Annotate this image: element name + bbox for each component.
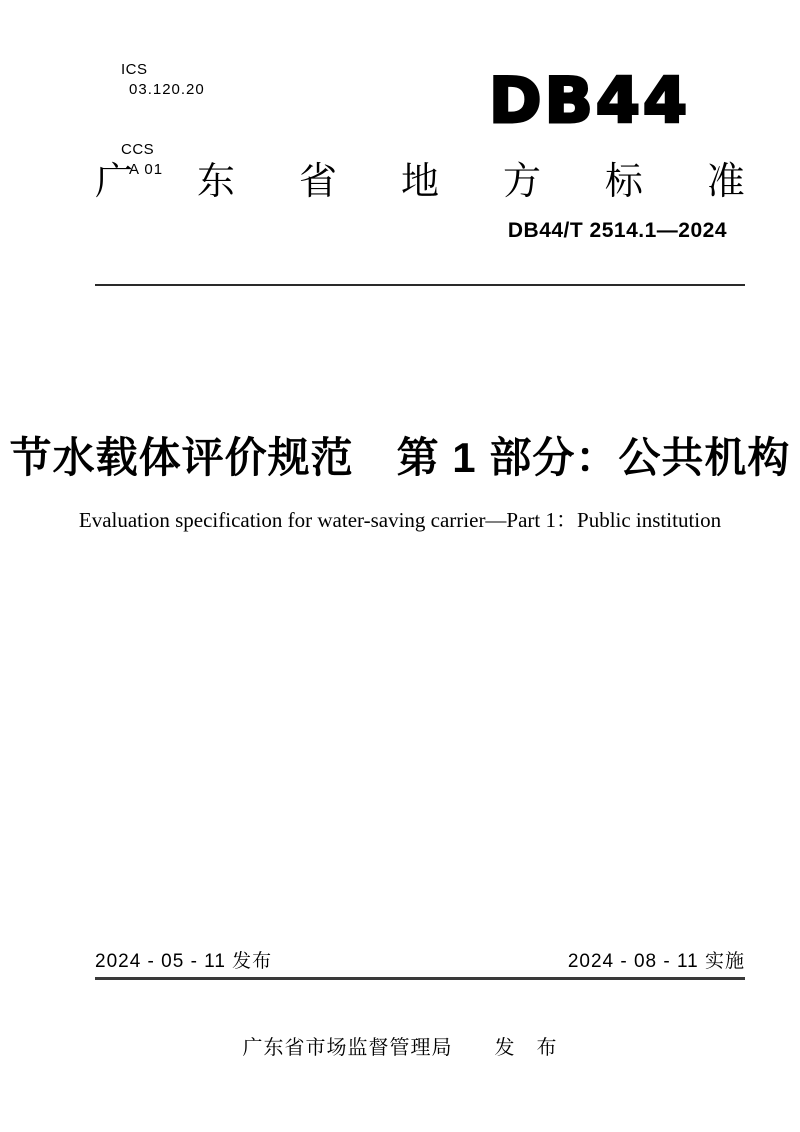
title-chinese: 节水载体评价规范 第 1 部分：公共机构 [9, 434, 791, 481]
standard-type-char: 标 [604, 161, 643, 203]
standard-type-char: 省 [298, 161, 337, 203]
implementation-date: 2024 - 08 - 11 实施 [567, 951, 745, 972]
standard-type-heading [95, 160, 745, 204]
footer-divider-rule [95, 977, 745, 980]
ics-value: 03.120.20 [129, 81, 205, 98]
standard-type-char: 地 [400, 161, 439, 203]
header-divider-rule [95, 284, 745, 286]
standard-type-char: 准 [706, 161, 745, 203]
db44-logo: DB44 [489, 64, 690, 137]
ccs-label: CCS [121, 141, 155, 158]
issue-date: 2024 - 05 - 11 发布 [95, 951, 273, 972]
ics-label: ICS [121, 61, 148, 78]
standard-number: DB44/T 2514.1—2024 [507, 219, 727, 242]
standard-type-char: 广 [95, 161, 134, 203]
title-english: Evaluation specification for water-saving carrier—Part 1：Public institution [78, 508, 722, 532]
dates-row [95, 950, 745, 974]
standard-type-char: 东 [196, 161, 235, 203]
ics-code-row [93, 40, 205, 120]
standard-type-char: 方 [502, 161, 541, 203]
publisher-line: 广东省市场监督管理局 发 布 [242, 1037, 558, 1059]
ccs-value: A 01 [129, 161, 164, 178]
